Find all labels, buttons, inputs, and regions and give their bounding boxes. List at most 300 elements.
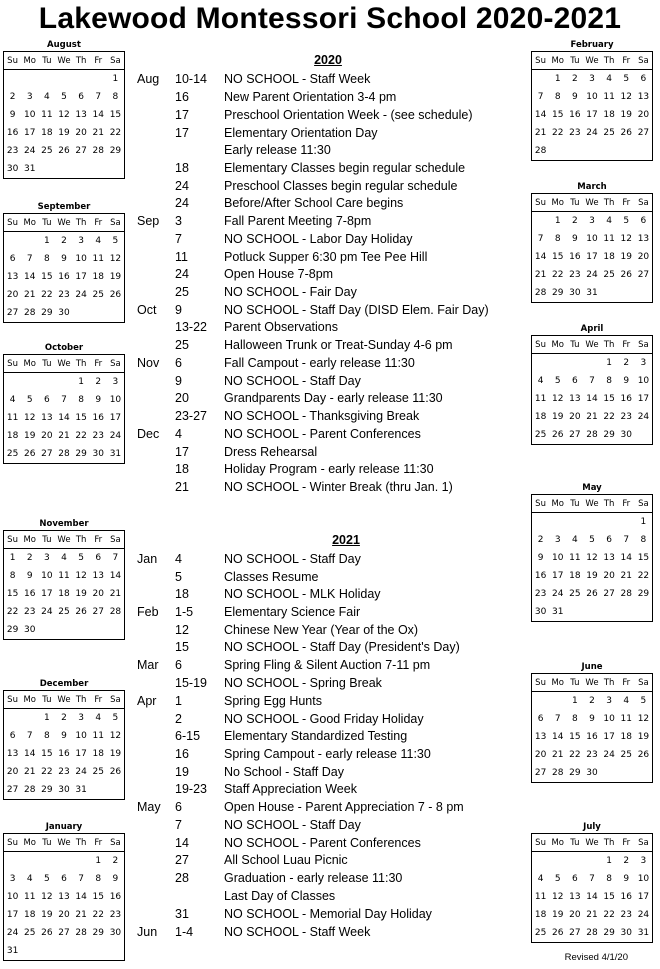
day-cell: 23 bbox=[58, 290, 70, 300]
day-cell: 7 bbox=[112, 553, 119, 563]
week-row bbox=[4, 427, 124, 445]
day-cell bbox=[583, 354, 600, 372]
day-cell: 9 bbox=[623, 376, 630, 386]
day-cell bbox=[21, 852, 38, 870]
weekday-header: Tu bbox=[570, 56, 580, 66]
day-cell: 9 bbox=[61, 254, 67, 264]
day-cell bbox=[38, 621, 55, 639]
day-cell: 4 bbox=[9, 395, 16, 405]
day-cell: 6 bbox=[571, 874, 578, 884]
mini-calendar-november bbox=[3, 519, 125, 640]
weekday-header: Sa bbox=[638, 499, 649, 509]
day-cell: 26 bbox=[58, 146, 70, 156]
mini-calendar-month-name: October bbox=[44, 343, 84, 353]
event-text: Last Day of Classes bbox=[224, 889, 336, 903]
day-cell: 30 bbox=[620, 928, 632, 938]
event-row bbox=[137, 745, 431, 763]
day-cell: 17 bbox=[586, 252, 598, 262]
day-cell: 27 bbox=[92, 607, 104, 617]
day-cell bbox=[4, 709, 21, 727]
day-cell: 3 bbox=[589, 216, 595, 226]
day-cell: 1 bbox=[606, 358, 612, 368]
event-text: Preschool Classes begin regular schedule bbox=[224, 179, 458, 193]
day-cell: 15 bbox=[637, 553, 650, 563]
day-cell: 18 bbox=[92, 749, 104, 759]
weekday-header: Sa bbox=[110, 56, 121, 66]
event-row bbox=[137, 780, 357, 798]
weekday-header-row bbox=[532, 52, 652, 70]
day-cell: 29 bbox=[92, 928, 104, 938]
day-cell: 10 bbox=[75, 254, 87, 264]
day-cell: 31 bbox=[23, 164, 36, 174]
day-cell: 7 bbox=[589, 874, 595, 884]
day-cell: 11 bbox=[569, 553, 581, 563]
day-cell: 12 bbox=[58, 110, 70, 120]
weekday-header: Sa bbox=[638, 340, 649, 350]
weekday-header-row bbox=[532, 336, 652, 354]
event-day: 6 bbox=[175, 658, 182, 672]
event-month: Dec bbox=[137, 427, 160, 441]
day-cell: 25 bbox=[58, 607, 70, 617]
weekday-header: Fr bbox=[622, 340, 631, 350]
week-row bbox=[532, 549, 652, 567]
weekday-header: Su bbox=[535, 198, 546, 208]
day-cell: 23 bbox=[620, 412, 632, 422]
event-month bbox=[137, 887, 175, 905]
day-cell: 29 bbox=[75, 449, 87, 459]
weekday-header: Fr bbox=[622, 499, 631, 509]
week-row bbox=[4, 409, 124, 427]
mini-calendar-october bbox=[3, 343, 125, 464]
weekday-header: Su bbox=[535, 838, 546, 848]
day-cell: 10 bbox=[23, 110, 36, 120]
day-cell: 4 bbox=[606, 216, 612, 226]
day-cell: 2 bbox=[9, 92, 16, 102]
day-cell: 25 bbox=[534, 928, 547, 938]
day-cell: 7 bbox=[95, 92, 102, 102]
day-cell: 28 bbox=[586, 928, 598, 938]
day-cell: 26 bbox=[551, 430, 564, 440]
event-month bbox=[137, 194, 175, 212]
event-row bbox=[137, 389, 443, 407]
day-cell: 2 bbox=[537, 535, 544, 545]
day-cell: 5 bbox=[623, 216, 630, 226]
event-text: NO SCHOOL - Fair Day bbox=[224, 285, 357, 299]
weekday-header: Mo bbox=[23, 56, 36, 66]
weekday-header-row bbox=[4, 355, 124, 373]
day-cell: 15 bbox=[41, 272, 53, 282]
day-cell: 4 bbox=[537, 376, 544, 386]
day-cell: 22 bbox=[75, 431, 87, 441]
day-cell: 10 bbox=[551, 553, 564, 563]
event-text: NO SCHOOL - Staff Day bbox=[224, 374, 361, 388]
event-text: Spring Egg Hunts bbox=[224, 694, 322, 708]
day-cell bbox=[618, 603, 635, 621]
event-month bbox=[137, 568, 175, 586]
event-row bbox=[137, 692, 322, 710]
event-text: NO SCHOOL - Staff Day (DISD Elem. Fair Day) bbox=[224, 303, 489, 317]
event-row bbox=[137, 585, 381, 603]
mini-calendar-january bbox=[3, 822, 125, 961]
day-cell: 21 bbox=[534, 270, 547, 280]
day-cell bbox=[21, 373, 38, 391]
event-day: 18 bbox=[175, 462, 189, 476]
day-cell bbox=[4, 852, 21, 870]
day-cell: 27 bbox=[75, 146, 87, 156]
day-cell: 28 bbox=[109, 607, 122, 617]
day-cell: 20 bbox=[534, 750, 547, 760]
day-cell: 29 bbox=[6, 625, 19, 635]
day-cell bbox=[618, 142, 635, 160]
day-cell: 13 bbox=[603, 553, 615, 563]
day-cell bbox=[73, 621, 90, 639]
week-row bbox=[532, 106, 652, 124]
day-cell: 10 bbox=[586, 234, 598, 244]
day-cell: 18 bbox=[6, 431, 19, 441]
day-cell bbox=[549, 513, 566, 531]
weekday-header: Su bbox=[7, 359, 18, 369]
day-cell: 3 bbox=[26, 92, 33, 102]
event-row bbox=[137, 727, 407, 745]
day-cell: 29 bbox=[41, 785, 53, 795]
event-text: Open House - Parent Appreciation 7 - 8 pm bbox=[224, 800, 464, 814]
event-text: NO SCHOOL - Staff Day bbox=[224, 552, 361, 566]
day-cell: 9 bbox=[112, 874, 119, 884]
event-text: Elementary Classes begin regular schedule bbox=[224, 161, 466, 175]
day-cell: 17 bbox=[551, 571, 564, 581]
event-month bbox=[137, 230, 175, 248]
day-cell: 7 bbox=[61, 395, 67, 405]
event-month: Oct bbox=[137, 303, 157, 317]
day-cell: 27 bbox=[41, 449, 53, 459]
day-cell: 22 bbox=[551, 128, 564, 138]
day-cell: 3 bbox=[589, 74, 595, 84]
day-cell: 26 bbox=[41, 928, 53, 938]
day-cell: 12 bbox=[109, 254, 122, 264]
day-cell: 11 bbox=[534, 394, 547, 404]
event-month bbox=[137, 248, 175, 266]
event-text: Preschool Orientation Week - (see schedule) bbox=[224, 108, 473, 122]
weekday-header: Tu bbox=[42, 218, 52, 228]
weekday-header: Tu bbox=[42, 838, 52, 848]
event-month bbox=[137, 141, 175, 159]
day-cell: 8 bbox=[640, 535, 647, 545]
day-cell: 6 bbox=[61, 874, 67, 884]
mini-calendar-month-name: August bbox=[47, 40, 81, 50]
day-cell bbox=[107, 621, 124, 639]
week-row bbox=[4, 781, 124, 799]
event-row bbox=[137, 318, 338, 336]
day-cell: 18 bbox=[534, 910, 547, 920]
event-row bbox=[137, 478, 453, 496]
day-cell bbox=[583, 603, 600, 621]
day-cell: 20 bbox=[75, 128, 87, 138]
day-cell: 17 bbox=[637, 892, 650, 902]
event-text: Chinese New Year (Year of the Ox) bbox=[224, 623, 419, 637]
day-cell: 1 bbox=[640, 517, 647, 527]
day-cell: 2 bbox=[112, 856, 119, 866]
day-cell: 28 bbox=[534, 288, 547, 298]
day-cell bbox=[601, 764, 618, 782]
week-row bbox=[532, 710, 652, 728]
day-cell: 23 bbox=[569, 128, 581, 138]
event-row bbox=[137, 124, 378, 142]
day-cell bbox=[55, 373, 72, 391]
page-title: Lakewood Montessori School 2020-2021 bbox=[38, 2, 622, 35]
day-cell bbox=[566, 142, 583, 160]
day-cell: 23 bbox=[534, 589, 547, 599]
day-cell: 15 bbox=[569, 732, 581, 742]
day-cell bbox=[38, 942, 55, 960]
weekday-header: Fr bbox=[94, 218, 103, 228]
day-cell: 18 bbox=[620, 732, 632, 742]
day-cell: 4 bbox=[95, 236, 102, 246]
day-cell: 4 bbox=[26, 874, 33, 884]
day-cell: 29 bbox=[551, 288, 564, 298]
day-cell: 27 bbox=[637, 128, 650, 138]
day-cell: 11 bbox=[603, 92, 615, 102]
event-row bbox=[137, 88, 396, 106]
week-row bbox=[532, 426, 652, 444]
event-text: Fall Campout - early release 11:30 bbox=[224, 356, 415, 370]
day-cell bbox=[566, 513, 583, 531]
event-row bbox=[137, 283, 357, 301]
event-row bbox=[137, 372, 361, 390]
day-cell bbox=[38, 160, 55, 178]
day-cell: 5 bbox=[43, 874, 50, 884]
event-day: 7 bbox=[175, 232, 182, 246]
day-cell bbox=[601, 284, 618, 302]
day-cell: 23 bbox=[569, 270, 581, 280]
day-cell: 14 bbox=[586, 892, 598, 902]
event-month: Apr bbox=[137, 694, 157, 708]
day-cell: 2 bbox=[571, 216, 578, 226]
event-day: 18 bbox=[175, 587, 189, 601]
weekday-header-row bbox=[532, 495, 652, 513]
day-cell: 23 bbox=[58, 767, 70, 777]
day-cell: 13 bbox=[637, 92, 650, 102]
day-cell: 4 bbox=[606, 74, 612, 84]
week-row bbox=[532, 124, 652, 142]
day-cell: 10 bbox=[637, 376, 650, 386]
event-month bbox=[137, 159, 175, 177]
event-day: 3 bbox=[175, 214, 182, 228]
day-cell: 29 bbox=[603, 928, 615, 938]
day-cell: 16 bbox=[569, 110, 581, 120]
weekday-header: Su bbox=[7, 695, 18, 705]
event-month bbox=[137, 283, 175, 301]
day-cell: 16 bbox=[534, 571, 547, 581]
day-cell: 27 bbox=[58, 928, 70, 938]
weekday-header: Sa bbox=[638, 838, 649, 848]
day-cell: 17 bbox=[603, 732, 615, 742]
day-cell: 24 bbox=[637, 412, 650, 422]
day-cell: 3 bbox=[112, 377, 119, 387]
day-cell: 12 bbox=[109, 731, 122, 741]
day-cell bbox=[635, 426, 652, 444]
day-cell: 26 bbox=[75, 607, 87, 617]
day-cell: 8 bbox=[112, 92, 119, 102]
event-month: Jan bbox=[137, 552, 158, 566]
event-text: Fall Parent Meeting 7-8pm bbox=[224, 214, 372, 228]
day-cell: 24 bbox=[6, 928, 19, 938]
weekday-header: Tu bbox=[42, 56, 52, 66]
event-text: NO SCHOOL - MLK Holiday bbox=[224, 587, 381, 601]
day-cell: 24 bbox=[637, 910, 650, 920]
mini-calendar-month-name: July bbox=[583, 822, 601, 832]
day-cell: 25 bbox=[6, 449, 19, 459]
day-cell: 16 bbox=[620, 394, 632, 404]
weekday-header-row bbox=[532, 834, 652, 852]
event-text: New Parent Orientation 3-4 pm bbox=[224, 90, 397, 104]
event-month bbox=[137, 372, 175, 390]
day-cell: 2 bbox=[571, 74, 578, 84]
day-cell bbox=[583, 852, 600, 870]
day-cell: 9 bbox=[61, 731, 67, 741]
event-month bbox=[137, 106, 175, 124]
day-cell: 9 bbox=[571, 234, 578, 244]
week-row bbox=[4, 852, 124, 870]
event-day: 27 bbox=[175, 853, 189, 867]
day-cell: 22 bbox=[637, 571, 650, 581]
day-cell: 8 bbox=[9, 571, 16, 581]
week-row bbox=[532, 372, 652, 390]
weekday-header: Mo bbox=[23, 838, 36, 848]
week-row bbox=[4, 373, 124, 391]
event-text: Elementary Standardized Testing bbox=[224, 729, 408, 743]
event-month bbox=[137, 674, 175, 692]
weekday-header: Sa bbox=[638, 56, 649, 66]
weekday-header: Su bbox=[7, 838, 18, 848]
event-month bbox=[137, 763, 175, 781]
weekday-header: Th bbox=[603, 678, 615, 688]
week-row bbox=[4, 232, 124, 250]
event-row bbox=[137, 212, 371, 230]
day-cell: 1 bbox=[606, 856, 612, 866]
day-cell: 12 bbox=[23, 413, 36, 423]
day-cell: 21 bbox=[620, 571, 632, 581]
week-row bbox=[532, 746, 652, 764]
day-cell: 11 bbox=[620, 714, 632, 724]
week-row bbox=[532, 888, 652, 906]
day-cell bbox=[635, 603, 652, 621]
event-month: Jun bbox=[137, 925, 158, 939]
week-row bbox=[532, 266, 652, 284]
day-cell bbox=[55, 160, 72, 178]
week-row bbox=[4, 567, 124, 585]
day-cell: 29 bbox=[109, 146, 122, 156]
event-day: 7 bbox=[175, 818, 182, 832]
mini-calendar-may bbox=[531, 483, 653, 622]
day-cell: 20 bbox=[637, 110, 650, 120]
day-cell bbox=[107, 160, 124, 178]
day-cell: 8 bbox=[43, 254, 50, 264]
day-cell bbox=[532, 692, 549, 710]
event-month: Nov bbox=[137, 356, 160, 370]
day-cell: 20 bbox=[6, 767, 19, 777]
day-cell: 28 bbox=[23, 308, 36, 318]
day-cell: 9 bbox=[589, 714, 595, 724]
event-text: Early release 11:30 bbox=[224, 143, 331, 157]
day-cell bbox=[38, 70, 55, 88]
event-month bbox=[137, 443, 175, 461]
day-cell: 27 bbox=[6, 308, 19, 318]
week-row bbox=[4, 160, 124, 178]
day-cell: 13 bbox=[569, 394, 581, 404]
day-cell: 2 bbox=[26, 553, 33, 563]
day-cell: 10 bbox=[6, 892, 19, 902]
event-text: Open House 7-8pm bbox=[224, 267, 334, 281]
day-cell: 1 bbox=[43, 713, 50, 723]
day-cell: 8 bbox=[571, 714, 578, 724]
day-cell bbox=[532, 852, 549, 870]
day-cell: 7 bbox=[26, 731, 33, 741]
day-cell: 5 bbox=[623, 74, 630, 84]
day-cell bbox=[90, 781, 107, 799]
day-cell: 13 bbox=[41, 413, 53, 423]
week-row bbox=[4, 549, 124, 567]
week-row bbox=[532, 870, 652, 888]
week-row bbox=[4, 585, 124, 603]
weekday-header: Mo bbox=[23, 695, 36, 705]
weekday-header: Th bbox=[603, 838, 615, 848]
mini-calendar-august bbox=[3, 40, 125, 179]
event-row bbox=[137, 656, 430, 674]
day-cell: 3 bbox=[78, 236, 84, 246]
week-row bbox=[4, 870, 124, 888]
mini-calendar-month-name: December bbox=[39, 679, 89, 689]
weekday-header: Tu bbox=[42, 535, 52, 545]
event-month bbox=[137, 318, 175, 336]
weekday-header: Mo bbox=[551, 499, 564, 509]
day-cell: 21 bbox=[92, 128, 104, 138]
weekday-header-row bbox=[4, 52, 124, 70]
week-row bbox=[532, 567, 652, 585]
week-row bbox=[4, 445, 124, 463]
day-cell: 3 bbox=[606, 696, 612, 706]
weekday-header: We bbox=[57, 56, 71, 66]
week-row bbox=[532, 728, 652, 746]
week-row bbox=[532, 88, 652, 106]
event-month bbox=[137, 851, 175, 869]
day-cell: 14 bbox=[23, 749, 36, 759]
event-text: NO SCHOOL - Memorial Day Holiday bbox=[224, 907, 432, 921]
mini-calendar-month-name: June bbox=[581, 662, 603, 672]
day-cell: 30 bbox=[92, 449, 104, 459]
week-row bbox=[4, 268, 124, 286]
weekday-header: We bbox=[57, 218, 71, 228]
event-row bbox=[137, 905, 432, 923]
day-cell: 11 bbox=[41, 110, 53, 120]
week-row bbox=[4, 142, 124, 160]
event-day: 16 bbox=[175, 747, 189, 761]
day-cell: 6 bbox=[640, 74, 647, 84]
weekday-header: Fr bbox=[622, 838, 631, 848]
weekday-header: Mo bbox=[551, 838, 564, 848]
event-text: No School - Staff Day bbox=[224, 765, 344, 779]
event-day: 24 bbox=[175, 196, 189, 210]
event-day: 9 bbox=[175, 303, 182, 317]
week-row bbox=[532, 284, 652, 302]
day-cell: 15 bbox=[551, 110, 564, 120]
week-row bbox=[532, 531, 652, 549]
event-text: Classes Resume bbox=[224, 570, 319, 584]
day-cell: 30 bbox=[23, 625, 36, 635]
event-text: Graduation - early release 11:30 bbox=[224, 871, 403, 885]
day-cell: 28 bbox=[534, 146, 547, 156]
weekday-header: Mo bbox=[551, 678, 564, 688]
event-row bbox=[137, 336, 453, 354]
